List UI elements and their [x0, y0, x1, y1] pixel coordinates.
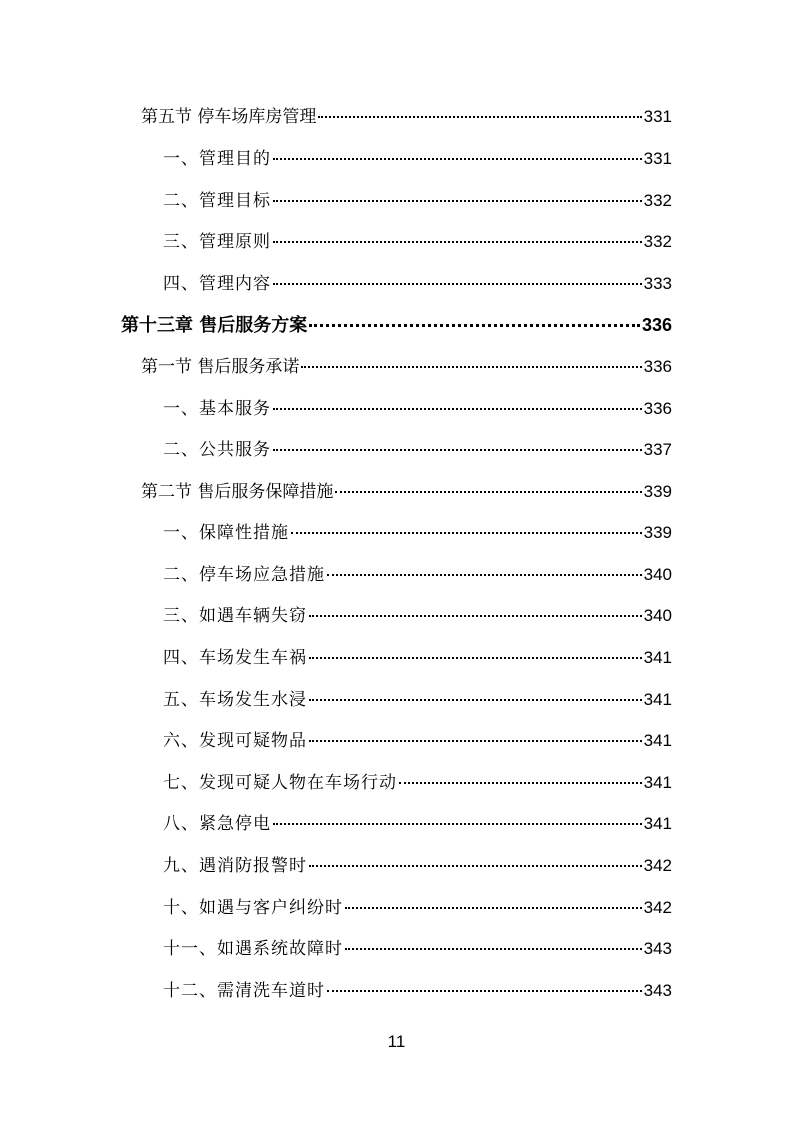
- toc-entry-item[interactable]: [163, 271, 672, 297]
- toc-entry-section[interactable]: [141, 104, 672, 130]
- toc-entry-title: 第十三章 售后服务方案: [121, 315, 308, 336]
- toc-entry-title: 第五节 停车场库房管理: [141, 107, 317, 127]
- toc-leader-dots: [345, 948, 642, 950]
- toc-entry-item[interactable]: [163, 936, 672, 962]
- toc-leader-dots: [345, 907, 642, 909]
- toc-leader-dots: [273, 823, 642, 825]
- toc-entry-item[interactable]: [163, 229, 672, 255]
- toc-entry-title: 九、遇消防报警时: [163, 856, 307, 876]
- toc-entry-page: 341: [643, 773, 672, 792]
- toc-entry-item[interactable]: [163, 853, 672, 879]
- toc-entry-section[interactable]: [141, 479, 672, 505]
- toc-entry-page: 343: [643, 939, 672, 958]
- toc-leader-dots: [273, 283, 642, 285]
- toc-entry-page: 331: [643, 149, 672, 168]
- toc-leader-dots: [273, 241, 642, 243]
- toc-entry-page: 339: [643, 523, 672, 542]
- toc-leader-dots: [335, 491, 641, 493]
- toc-entry-page: 333: [643, 274, 672, 293]
- toc-entry-title: 四、车场发生车祸: [163, 648, 307, 668]
- page-number: 11: [387, 1032, 406, 1051]
- toc-entry-title: 二、公共服务: [163, 440, 271, 460]
- toc-entry-item[interactable]: [163, 895, 672, 921]
- toc-entry-title: 二、管理目标: [163, 191, 271, 211]
- toc-entry-item[interactable]: [163, 687, 672, 713]
- toc-entry-page: 339: [643, 482, 672, 501]
- toc-entry-page: 332: [643, 232, 672, 251]
- toc-entry-item[interactable]: [163, 645, 672, 671]
- toc-leader-dots: [273, 158, 642, 160]
- toc-entry-page: 342: [643, 898, 672, 917]
- toc-entry-page: 341: [643, 690, 672, 709]
- toc-entry-title: 十一、如遇系统故障时: [163, 939, 343, 959]
- toc-entry-item[interactable]: [163, 562, 672, 588]
- toc-entry-item[interactable]: [163, 603, 672, 629]
- toc-leader-dots: [291, 532, 642, 534]
- toc-entry-title: 第一节 售后服务承诺: [141, 357, 300, 377]
- toc-entry-title: 五、车场发生水浸: [163, 690, 307, 710]
- toc-leader-dots: [399, 782, 642, 784]
- toc-entry-page: 343: [643, 981, 672, 1000]
- toc-entry-item[interactable]: [163, 396, 672, 422]
- toc-leader-dots: [309, 740, 642, 742]
- toc-entry-page: 332: [643, 191, 672, 210]
- toc-entry-title: 七、发现可疑人物在车场行动: [163, 773, 397, 793]
- toc-leader-dots: [309, 865, 642, 867]
- toc-entry-item[interactable]: [163, 520, 672, 546]
- toc-entry-page: 341: [643, 814, 672, 833]
- toc-entry-title: 十二、需清洗车道时: [163, 981, 325, 1001]
- toc-entry-item[interactable]: [163, 728, 672, 754]
- toc-entry-page: 341: [643, 648, 672, 667]
- toc-entry-title: 十、如遇与客户纠纷时: [163, 898, 343, 918]
- toc-entry-title: 一、基本服务: [163, 399, 271, 419]
- toc-entry-item[interactable]: [163, 770, 672, 796]
- toc-leader-dots: [273, 200, 642, 202]
- toc-entry-item[interactable]: [163, 811, 672, 837]
- toc-entry-title: 二、停车场应急措施: [163, 565, 325, 585]
- toc-entry-title: 六、发现可疑物品: [163, 731, 307, 751]
- toc-entry-chapter[interactable]: [121, 312, 672, 338]
- toc-entry-item[interactable]: [163, 188, 672, 214]
- toc-leader-dots: [327, 990, 642, 992]
- toc-entry-item[interactable]: [163, 437, 672, 463]
- toc-entry-title: 三、如遇车辆失窃: [163, 606, 307, 626]
- toc-entry-page: 336: [643, 357, 672, 376]
- toc-leader-dots: [309, 699, 642, 701]
- toc-entry-page: 340: [643, 565, 672, 584]
- toc-entry-title: 八、紧急停电: [163, 814, 271, 834]
- toc-entry-page: 341: [643, 731, 672, 750]
- toc-entry-page: 342: [643, 856, 672, 875]
- toc-leader-dots: [327, 574, 642, 576]
- toc-entry-title: 一、管理目的: [163, 149, 271, 169]
- toc-entry-item[interactable]: [163, 978, 672, 1004]
- toc-entry-item[interactable]: [163, 146, 672, 172]
- toc-entry-title: 四、管理内容: [163, 274, 271, 294]
- toc-entry-section[interactable]: [141, 354, 672, 380]
- toc-entry-page: 340: [643, 606, 672, 625]
- toc-leader-dots: [301, 366, 641, 368]
- toc-entry-title: 第二节 售后服务保障措施: [141, 482, 334, 502]
- toc-entry-page: 336: [643, 399, 672, 418]
- toc-entry-page: 337: [643, 440, 672, 459]
- toc-entry-title: 一、保障性措施: [163, 523, 289, 543]
- toc-leader-dots: [273, 449, 642, 451]
- toc-entry-page: 331: [643, 107, 672, 126]
- toc-leader-dots: [318, 116, 641, 118]
- toc-leader-dots: [309, 615, 642, 617]
- toc-leader-dots: [309, 657, 642, 659]
- toc-leader-dots: [309, 324, 640, 327]
- toc-entry-page: 336: [641, 315, 672, 335]
- toc-entry-title: 三、管理原则: [163, 232, 271, 252]
- toc-leader-dots: [273, 408, 642, 410]
